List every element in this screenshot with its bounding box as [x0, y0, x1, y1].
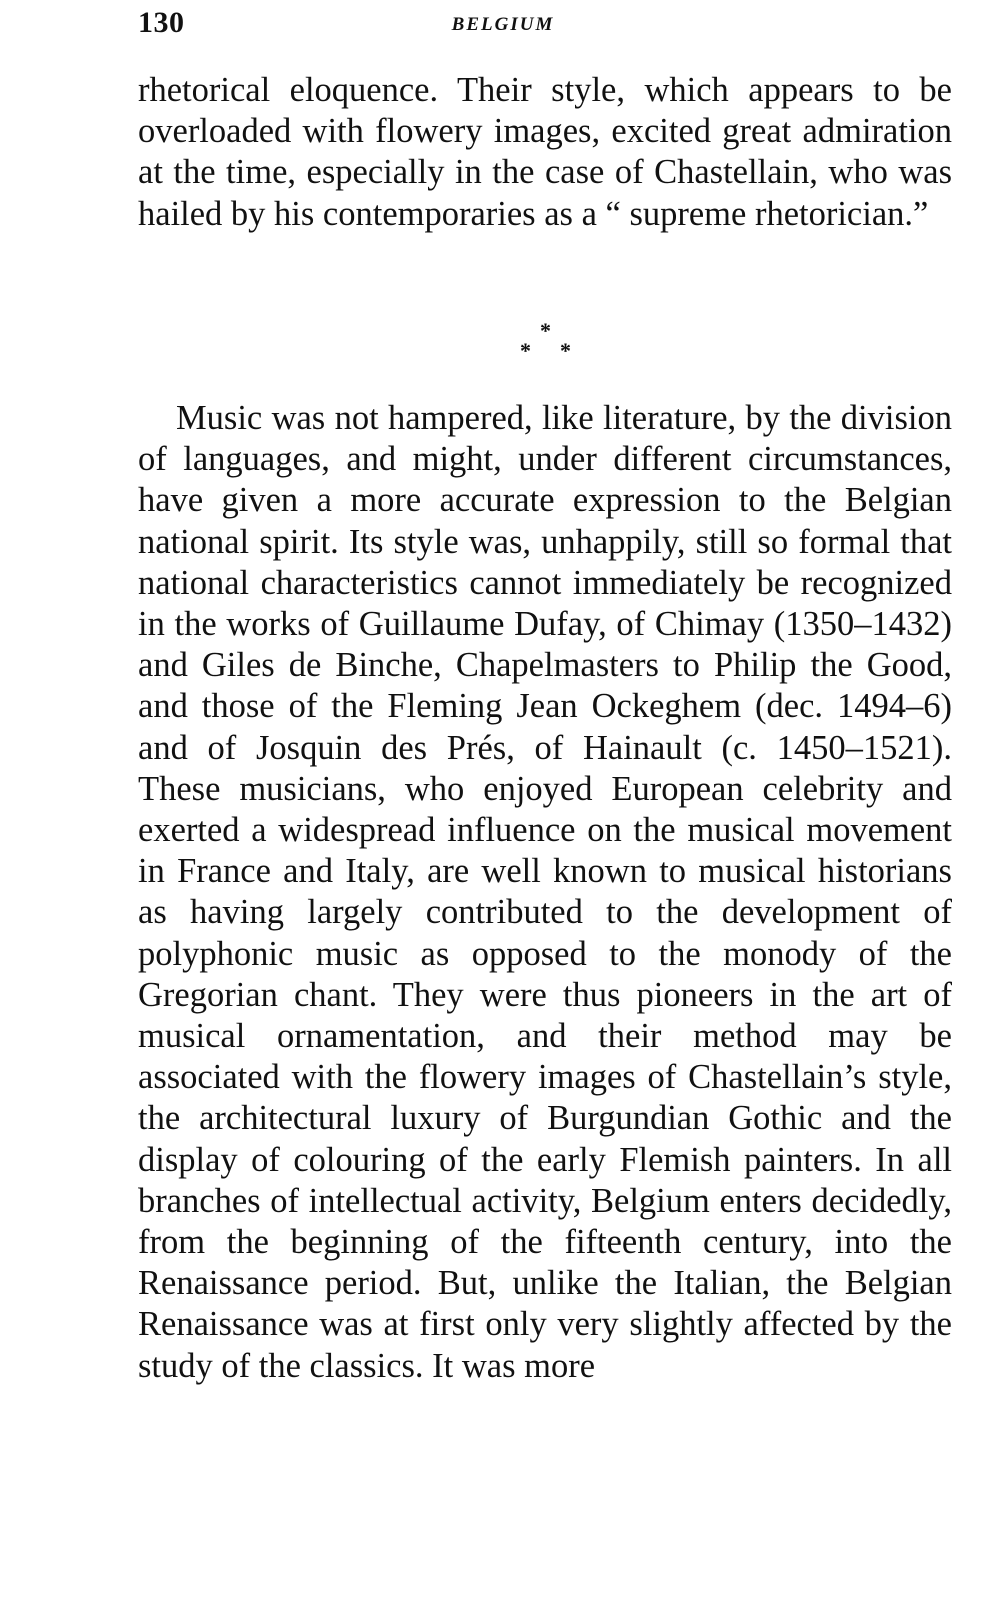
page-number: 130 [138, 6, 185, 39]
paragraph-rhetorical-eloquence: rhetorical eloquence. Their style, which appears to be overloaded with flowery images, excited great admiration at the time, especially in the case of Chastellain, who was hailed by his contemporaries as a “ supreme rhetorician.” [138, 71, 952, 233]
running-head: BELGIUM [451, 14, 555, 35]
asterism-star: * [560, 338, 571, 363]
asterism-section-break [520, 318, 590, 368]
asterism-star: * [540, 318, 551, 343]
paragraph-music: Music was not hampered, like literature, by the division of languages, and might, under different circumstances, have given a more accurate expression to the Belgian national spirit. Its style was, unhappily, still so formal that national characteristics cannot immediately be recognized in the works of Guillaume Dufay, of Chimay (1350–1432) and Giles de Binche, Chapelmasters to Philip the Good, and those of the Fleming Jean Ockeghem (dec. 1494–6) and of Josquin des Prés, of Hainault (c. 1450–1521). These musicians, who enjoyed European celebrity and exerted a widespread influence on the musical movement in France and Italy, are well known to musical historians as having largely contributed to the development of polyphonic music as opposed to the monody of the Gregorian chant. They were thus pioneers in the art of musical ornamentation, and their method may be associated with the flowery images of Chastellain’s style, the architectural luxury of Burgundian Gothic and the display of colouring of the early Flemish painters. In all branches of intellectual activity, Belgium enters decidedly, from the beginning of the fifteenth century, into the Renaissance period. But, unlike the Italian, the Belgian Renaissance was at first only very slightly affected by the study of the classics. It was more [138, 399, 952, 1385]
asterism-star: * [520, 338, 531, 363]
